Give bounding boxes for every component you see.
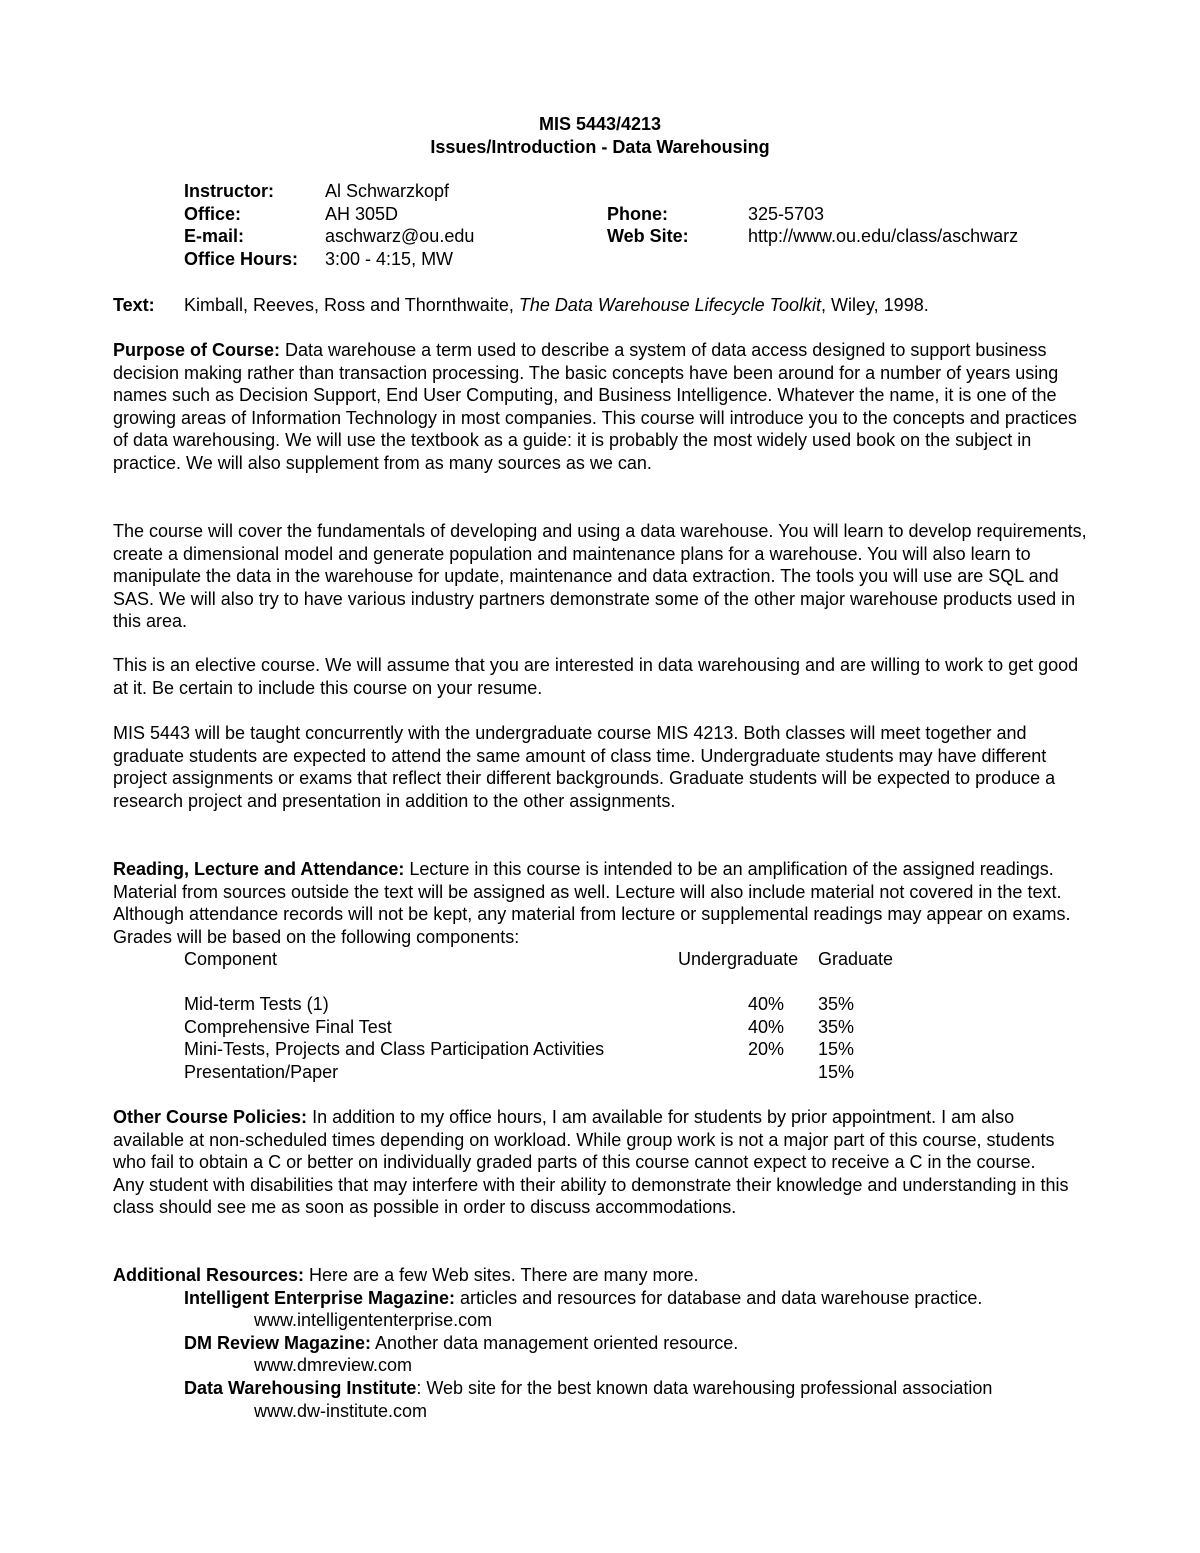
grade-component: Mini-Tests, Projects and Class Participation Activities <box>184 1039 605 1060</box>
grades-header-row <box>184 948 904 971</box>
list-item <box>113 1287 1093 1310</box>
grades-spacer <box>184 971 904 994</box>
office-hours-row <box>184 248 1124 271</box>
fundamentals-paragraph: The course will cover the fundamentals of developing and using a data warehouse. You will learn to develop requirements, create a dimensional model and generate population and maintenance plans for a warehouse. You will also learn to manipulate the data in the warehouse for update, maintenance and data extraction. The tools you will use are SQL and SAS. We will also try to have various industry partners demonstrate some of the other major warehouse products used in this area. <box>113 521 1087 632</box>
purpose-label: Purpose of Course: <box>113 340 281 360</box>
resource-name: DM Review Magazine: <box>184 1332 372 1353</box>
title-block <box>0 113 1200 159</box>
phone-label: Phone: <box>607 203 668 224</box>
resources-section <box>113 1264 1093 1422</box>
concurrent-paragraph: MIS 5443 will be taught concurrently with the undergraduate course MIS 4213. Both classes will meet together and graduate students are expected to attend the same amount of class time. Undergraduate students may have different project assignments or exams that reflect their different backgrounds. Graduate students will be expected to produce a research project and presentation in addition to the other assignments. <box>113 723 1056 811</box>
grade-component: Mid-term Tests (1) <box>184 994 329 1015</box>
resource-name: Data Warehousing Institute <box>184 1377 417 1398</box>
textbook-label: Text: <box>113 295 155 315</box>
list-item <box>113 1332 1093 1355</box>
policies-label: Other Course Policies: <box>113 1107 308 1127</box>
office-hours-value: 3:00 - 4:15, MW <box>325 248 454 269</box>
website-value: http://www.ou.edu/class/aschwarz <box>748 226 1019 247</box>
table-row <box>184 1016 904 1039</box>
resource-desc: Another data management oriented resource. <box>371 1332 739 1353</box>
textbook-publisher: , Wiley, 1998. <box>821 295 929 315</box>
grades-table <box>184 948 904 1084</box>
resource-url[interactable]: www.intelligententerprise.com <box>254 1310 493 1331</box>
textbook-authors: Kimball, Reeves, Ross and Thornthwaite, <box>184 295 519 315</box>
policies-body: In addition to my office hours, I am available for students by prior appointment. I am also available at non-scheduled times depending on workload. While group work is not a major part of this course, students who fail to obtain a C or better on individually graded parts of this course cannot expect to receive a C in the course. <box>113 1107 1055 1173</box>
resource-name: Intelligent Enterprise Magazine: <box>184 1287 456 1308</box>
purpose-paragraph <box>113 339 1088 475</box>
table-row <box>184 1061 904 1084</box>
resource-url[interactable]: www.dmreview.com <box>254 1355 413 1376</box>
grade-graduate: 35% <box>818 994 855 1015</box>
email-row <box>184 225 1124 248</box>
table-row <box>184 993 904 1016</box>
resources-intro: Here are a few Web sites. There are many more. <box>304 1265 699 1285</box>
list-item <box>113 1377 1093 1400</box>
resource-url[interactable]: www.dw-institute.com <box>254 1400 428 1421</box>
grade-undergraduate: 40% <box>748 994 785 1015</box>
resources-intro-line <box>113 1264 1093 1287</box>
policies-paragraph <box>113 1106 1088 1219</box>
purpose-body: Data warehouse a term used to describe a system of data access designed to support business decision making rather than transaction processing. The basic concepts have been around for a number of years using names such as Decision Support, End User Computing, and Business Intelligence. Whatever the name, it is one of the growing areas of Information Technology in most companies. This course will introduce you to the concepts and practices of data warehousing. We will use the textbook as a guide: it is probably the most widely used book on the subject in practice. We will also supplement from as many sources as we can. <box>113 340 1077 473</box>
grade-undergraduate: 20% <box>748 1039 785 1060</box>
grade-graduate: 15% <box>818 1061 855 1082</box>
email-value: aschwarz@ou.edu <box>325 226 475 247</box>
email-label: E-mail: <box>184 226 245 247</box>
grade-graduate: 15% <box>818 1039 855 1060</box>
reading-label: Reading, Lecture and Attendance: <box>113 859 405 879</box>
instructor-value: Al Schwarzkopf <box>325 181 450 201</box>
office-value: AH 305D <box>325 203 399 224</box>
elective-paragraph: This is an elective course. We will assume that you are interested in data warehousing and are willing to work to get good at it. Be certain to include this course on your resume. <box>113 655 1079 698</box>
reading-body: Lecture in this course is intended to be an amplification of the assigned readings. Material from sources outside the text will be assigned as well. Lecture will also include material not covered in the text. Although attendance records will not be kept, any material from lecture or supplemental readings may appear on exams. Grades will be based on the following components: <box>113 859 1071 947</box>
instructor-label: Instructor: <box>184 181 274 201</box>
grade-component: Presentation/Paper <box>184 1061 339 1082</box>
instructor-row <box>184 180 1124 203</box>
website-label: Web Site: <box>607 226 689 247</box>
textbook-line <box>113 294 929 317</box>
textbook-title: The Data Warehouse Lifecycle Toolkit <box>518 295 821 315</box>
resource-desc: : Web site for the best known data warehousing professional association <box>416 1377 993 1398</box>
grade-graduate: 35% <box>818 1016 855 1037</box>
resources-label: Additional Resources: <box>113 1265 305 1285</box>
resource-desc: articles and resources for database and data warehouse practice. <box>455 1287 983 1308</box>
phone-value: 325-5703 <box>748 203 825 224</box>
header-component: Component <box>184 949 278 969</box>
header-undergraduate: Undergraduate <box>678 949 799 969</box>
course-code: MIS 5443/4213 <box>538 114 662 134</box>
office-row <box>184 203 1124 226</box>
table-row <box>184 1038 904 1061</box>
office-label: Office: <box>184 203 242 224</box>
office-hours-label: Office Hours: <box>184 248 299 269</box>
grade-component: Comprehensive Final Test <box>184 1016 392 1037</box>
reading-paragraph <box>113 858 1088 948</box>
header-graduate: Graduate <box>818 949 894 969</box>
disabilities-text: Any student with disabilities that may interfere with their ability to demonstrate their knowledge and understanding in this class should see me as soon as possible in order to discuss accommodations. <box>113 1174 1069 1218</box>
contact-info <box>184 180 1124 270</box>
grade-undergraduate: 40% <box>748 1016 785 1037</box>
course-title: Issues/Introduction - Data Warehousing <box>430 137 770 157</box>
